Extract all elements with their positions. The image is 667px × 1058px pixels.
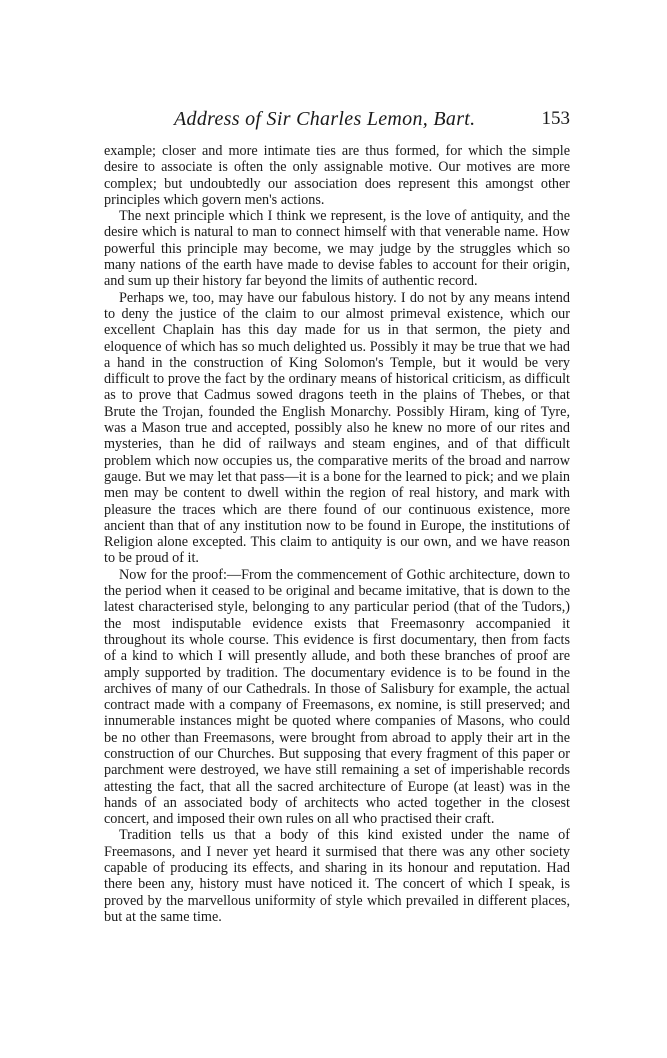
page-number: 153 [541,108,570,129]
paragraph: Perhaps we, too, may have our fabulous history. I do not by any means intend to deny the justice of the claim to our almost primeval existence, which our excellent Chaplain has this day made for us in that sermon, the piety and eloquence of which has so much delighted us. Possibly it may be true that we had a hand in the construction of King Solomon's Temple, but it would be very difficult to prove the fact by the ordinary means of historical criticism, as difficult as to prove that Cadmus sowed dragons teeth in the plains of Thebes, or that Brute the Trojan, founded the English Monarchy. Possibly Hiram, king of Tyre, was a Mason true and accepted, possibly also he knew no more of our rites and mysteries, than he did of railways and steam engines, and of that difficult problem which now occupies us, the comparative merits of the broad and narrow gauge. But we may let that pass—it is a bone for the learned to pick; and we plain men may be content to dwell within the region of real history, and mark with pleasure the traces which are there found of our continuous existence, more ancient than that of any institution now to be found in Europe, the institutions of Religion alone excepted. This claim to antiquity is our own, and we have reason to be proud of it. [104,289,570,567]
paragraph: Tradition tells us that a body of this kind existed under the name of Freemasons, and I never yet heard it surmised that there was any other society capable of producing its effects, and sharing in its honour and reputation. Had there been any, history must have noticed it. The concert of which I speak, is proved by the marvellous uniformity of style which prevailed in different places, but at the same time. [104,827,570,925]
body-text [104,143,570,925]
page-header [104,108,570,134]
paragraph: example; closer and more intimate ties are thus formed, for which the simple desire to associate is often the only assignable motive. Our motives are more complex; but undoubtedly our association does represent this amongst other principles which govern men's actions. [104,143,570,208]
paragraph: Now for the proof:—From the commencement of Gothic architecture, down to the period when it ceased to be original and became imitative, that is down to the latest characterised style, belonging to any particular period (that of the Tudors,) the most indisputable evidence exists that Freemasonry accompanied it throughout its whole course. This evidence is first documentary, then from facts of a kind to which I will presently allude, and both these branches of proof are amply supported by tradition. The documentary evidence is to be found in the archives of many of our Cathedrals. In those of Salisbury for example, the actual contract made with a company of Freemasons, ex nomine, is still preserved; and innumerable instances might be quoted where companies of Masons, who could be no other than Freemasons, were brought from abroad to apply their art in the construction of our Churches. But supposing that every fragment of this paper or parchment were destroyed, we have still remaining a set of imperishable records attesting the fact, that all the sacred architecture of Europe (at least) was in the hands of an associated body of architects who acted together in the closest concert, and imposed their own rules on all who practised their craft. [104,566,570,828]
paragraph: The next principle which I think we represent, is the love of antiquity, and the desire which is natural to man to connect himself with that venerable name. How powerful this principle may become, we may judge by the struggles which so many nations of the earth have made to devise fables to account for their origin, and sum up their history far beyond the limits of authentic record. [104,208,570,290]
running-title: Address of Sir Charles Lemon, Bart. [174,108,476,130]
